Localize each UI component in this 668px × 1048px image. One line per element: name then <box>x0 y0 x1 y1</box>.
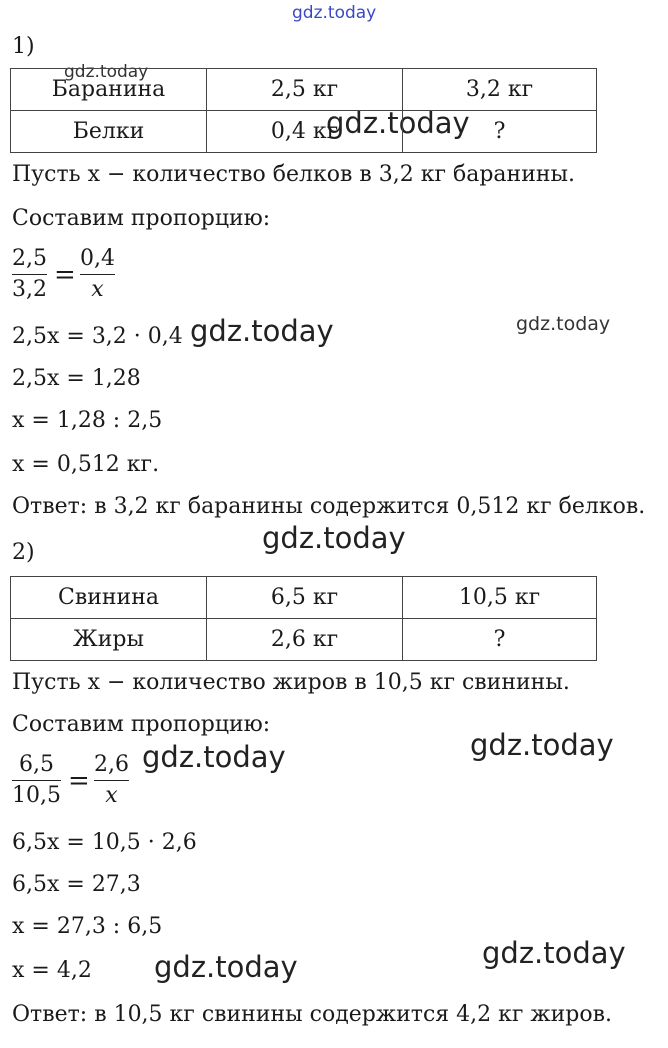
part1-step: 2,5x = 1,28 <box>12 366 141 391</box>
watermark: gdz.today <box>516 313 611 335</box>
fraction-denominator: x <box>91 277 104 302</box>
fraction-bar <box>12 780 61 781</box>
part2-let-text: Пусть x − количество жиров в 10,5 кг свинины. <box>12 670 570 695</box>
table-cell: Свинина <box>11 577 207 619</box>
part2-answer: Ответ: в 10,5 кг свинины содержится 4,2 кг жиров. <box>12 1002 613 1027</box>
fraction-bar <box>80 274 115 275</box>
table-cell: ? <box>403 111 597 153</box>
part1-let-text: Пусть x − количество белков в 3,2 кг баранины. <box>12 162 576 187</box>
table-cell: 3,2 кг <box>403 69 597 111</box>
table-row <box>11 577 597 619</box>
watermark: gdz.today <box>154 950 298 984</box>
watermark: gdz.today <box>142 740 286 774</box>
fraction-numerator: 0,4 <box>80 246 115 271</box>
part1-table <box>10 68 597 153</box>
part2-step: 6,5x = 10,5 · 2,6 <box>12 830 197 855</box>
fraction-numerator: 2,6 <box>94 752 129 777</box>
part2-fraction-right <box>94 752 129 809</box>
part1-proportion-label: Составим пропорцию: <box>12 206 271 231</box>
watermark: gdz.today <box>470 728 614 762</box>
part2-table <box>10 576 597 661</box>
part1-fraction-right <box>80 246 115 303</box>
table-cell: ? <box>403 619 597 661</box>
table-row <box>11 69 597 111</box>
fraction-denominator: 3,2 <box>12 277 47 302</box>
table-cell: Баранина <box>11 69 207 111</box>
part1-step: x = 0,512 кг. <box>12 452 160 477</box>
table-cell: Жиры <box>11 619 207 661</box>
part1-answer: Ответ: в 3,2 кг баранины содержится 0,512 кг белков. <box>12 494 646 519</box>
part1-fraction-left <box>12 246 47 303</box>
part1-step: 2,5x = 3,2 · 0,4 <box>12 324 183 349</box>
fraction-denominator: x <box>105 783 118 808</box>
part2-step: x = 27,3 : 6,5 <box>12 914 163 939</box>
watermark: gdz.today <box>326 106 470 140</box>
table-cell: 6,5 кг <box>207 577 403 619</box>
part2-proportion-label: Составим пропорцию: <box>12 712 271 737</box>
part1-step: x = 1,28 : 2,5 <box>12 408 163 433</box>
watermark-top: gdz.today <box>292 3 377 23</box>
part2-fraction-left <box>12 752 61 809</box>
part2-step: 6,5x = 27,3 <box>12 872 141 897</box>
part2-step: x = 4,2 <box>12 958 92 983</box>
table-cell: 0,4 кг <box>207 111 403 153</box>
fraction-numerator: 2,5 <box>12 246 47 271</box>
part2-label: 2) <box>12 540 35 565</box>
fraction-bar <box>94 780 129 781</box>
watermark: gdz.today <box>64 62 149 82</box>
table-row <box>11 111 597 153</box>
table-cell: 10,5 кг <box>403 577 597 619</box>
equals-sign: = <box>68 766 90 796</box>
table-cell: 2,5 кг <box>207 69 403 111</box>
fraction-bar <box>12 274 47 275</box>
fraction-numerator: 6,5 <box>18 752 54 777</box>
fraction-denominator: 10,5 <box>12 783 61 808</box>
watermark: gdz.today <box>482 936 626 970</box>
equals-sign: = <box>54 260 76 290</box>
table-cell: Белки <box>11 111 207 153</box>
table-row <box>11 619 597 661</box>
watermark: gdz.today <box>190 314 334 348</box>
table-cell: 2,6 кг <box>207 619 403 661</box>
part1-label: 1) <box>12 34 35 59</box>
watermark: gdz.today <box>262 521 406 555</box>
